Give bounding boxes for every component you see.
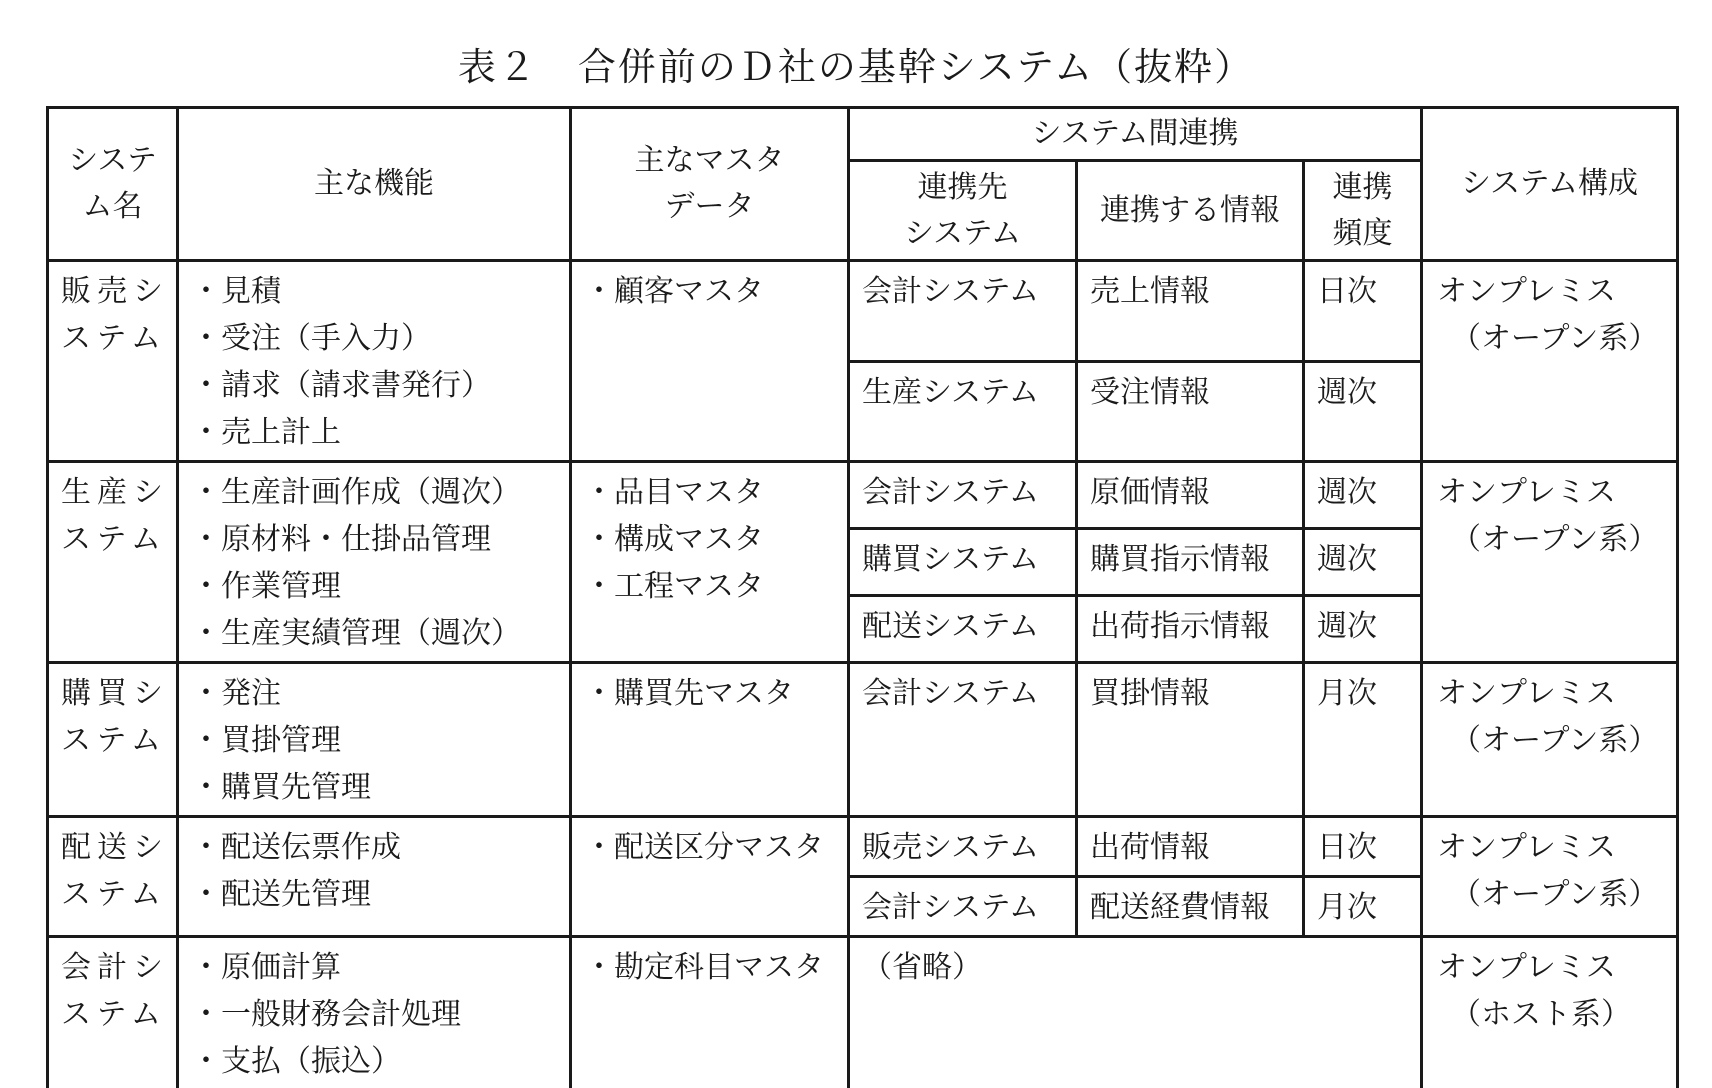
masters-cell: ・ 勘定科目マスタ (571, 937, 849, 1088)
info-cell: 出荷情報 (1077, 817, 1304, 877)
functions-cell: ・ 見積 ・ 受注（手入力） ・ 請求（請求書発行） ・ 売上計上 (178, 261, 571, 462)
system-name-cell: 会計シ ステム (48, 937, 178, 1088)
info-cell: 配送経費情報 (1077, 877, 1304, 937)
composition-cell: オンプレミス （オープン系） (1422, 817, 1678, 937)
system-name-cell: 生産シ ステム (48, 462, 178, 663)
frequency-cell: 週次 (1304, 596, 1422, 663)
system-name-cell: 配送シ ステム (48, 817, 178, 937)
header-info: 連携する情報 (1077, 161, 1304, 261)
table-row (48, 937, 1678, 1088)
header-composition: システム構成 (1422, 108, 1678, 261)
header-main-master: 主なマスタ データ (571, 108, 849, 261)
frequency-cell: 週次 (1304, 462, 1422, 529)
header-frequency: 連携 頻度 (1304, 161, 1422, 261)
masters-cell: ・ 配送区分マスタ (571, 817, 849, 937)
functions-cell: ・ 生産計画作成（週次） ・ 原材料・仕掛品管理 ・ 作業管理 ・ 生産実績管理（週次） (178, 462, 571, 663)
info-cell: 購買指示情報 (1077, 529, 1304, 596)
header-partner: 連携先 システム (849, 161, 1077, 261)
system-name-cell: 購買シ ステム (48, 663, 178, 817)
table-row (48, 261, 1678, 362)
info-cell: 原価情報 (1077, 462, 1304, 529)
partner-cell: 会計システム (849, 877, 1077, 937)
composition-cell: オンプレミス （ホスト系） (1422, 937, 1678, 1088)
composition-cell: オンプレミス （オープン系） (1422, 663, 1678, 817)
partner-cell: 会計システム (849, 462, 1077, 529)
frequency-cell: 月次 (1304, 877, 1422, 937)
frequency-cell: 日次 (1304, 817, 1422, 877)
frequency-cell: 月次 (1304, 663, 1422, 817)
partner-cell: 販売システム (849, 817, 1077, 877)
partner-cell: 購買システム (849, 529, 1077, 596)
table-row (48, 817, 1678, 877)
table-row (48, 663, 1678, 817)
info-cell: 受注情報 (1077, 361, 1304, 462)
composition-cell: オンプレミス （オープン系） (1422, 462, 1678, 663)
masters-cell: ・ 購買先マスタ (571, 663, 849, 817)
header-system-name: システ ム名 (48, 108, 178, 261)
functions-cell: ・ 発注 ・ 買掛管理 ・ 購買先管理 (178, 663, 571, 817)
core-systems-table (46, 106, 1679, 1088)
system-name-cell: 販売シ ステム (48, 261, 178, 462)
partner-cell: 会計システム (849, 663, 1077, 817)
header-main-functions: 主な機能 (178, 108, 571, 261)
frequency-cell: 日次 (1304, 261, 1422, 362)
functions-cell: ・ 原価計算 ・ 一般財務会計処理 ・ 支払（振込） (178, 937, 571, 1088)
composition-cell: オンプレミス （オープン系） (1422, 261, 1678, 462)
omitted-cell: （省略） (849, 937, 1422, 1088)
info-cell: 買掛情報 (1077, 663, 1304, 817)
table-row (48, 462, 1678, 529)
frequency-cell: 週次 (1304, 361, 1422, 462)
table-title: 表２ 合併前のＤ社の基幹システム（抜粋） (457, 45, 1255, 89)
header-integration: システム間連携 (849, 108, 1422, 161)
frequency-cell: 週次 (1304, 529, 1422, 596)
partner-cell: 会計システム (849, 261, 1077, 362)
masters-cell: ・ 品目マスタ ・ 構成マスタ ・ 工程マスタ (571, 462, 849, 663)
info-cell: 売上情報 (1077, 261, 1304, 362)
partner-cell: 生産システム (849, 361, 1077, 462)
info-cell: 出荷指示情報 (1077, 596, 1304, 663)
functions-cell: ・ 配送伝票作成 ・ 配送先管理 (178, 817, 571, 937)
masters-cell: ・ 顧客マスタ (571, 261, 849, 462)
partner-cell: 配送システム (849, 596, 1077, 663)
